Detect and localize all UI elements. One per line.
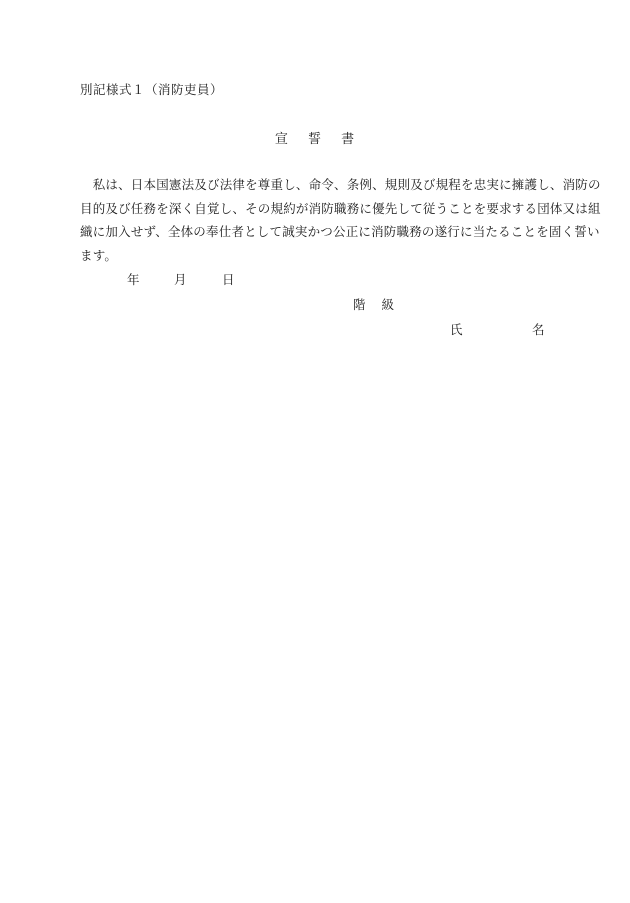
oath-line-3: 織に加入せず、全体の奉仕者として誠実かつ公正に消防職務の遂行に当たることを固く誓い (80, 224, 600, 239)
name-label-char-2: 名 (532, 322, 545, 337)
oath-line-4: ます。 (80, 247, 118, 263)
oath-line-2: 目的及び任務を深く自覚し、その規約が消防職務に優先して従うことを要求する団体又は組 (80, 200, 601, 216)
form-label: 別記様式１（消防吏員） (80, 82, 224, 97)
title-char-3: 書 (341, 132, 356, 147)
rank-field (353, 295, 394, 313)
rank-label-char-2: 級 (381, 297, 395, 312)
document-title (0, 128, 630, 147)
oath-body (80, 173, 601, 267)
rank-label-char-1: 階 (353, 297, 366, 312)
date-year-label: 年 (127, 272, 140, 287)
date-month-label: 月 (174, 272, 187, 287)
name-field (0, 320, 630, 338)
title-char-1: 宣 (274, 132, 289, 147)
date-day-label: 日 (222, 272, 235, 287)
oath-line-1: 私は、日本国憲法及び法律を尊重し、命令、条例、規則及び規程を忠実に擁護し、消防の (80, 177, 601, 192)
title-char-2: 誓 (307, 132, 322, 147)
name-label-char-1: 氏 (450, 322, 463, 337)
date-field (0, 270, 630, 288)
